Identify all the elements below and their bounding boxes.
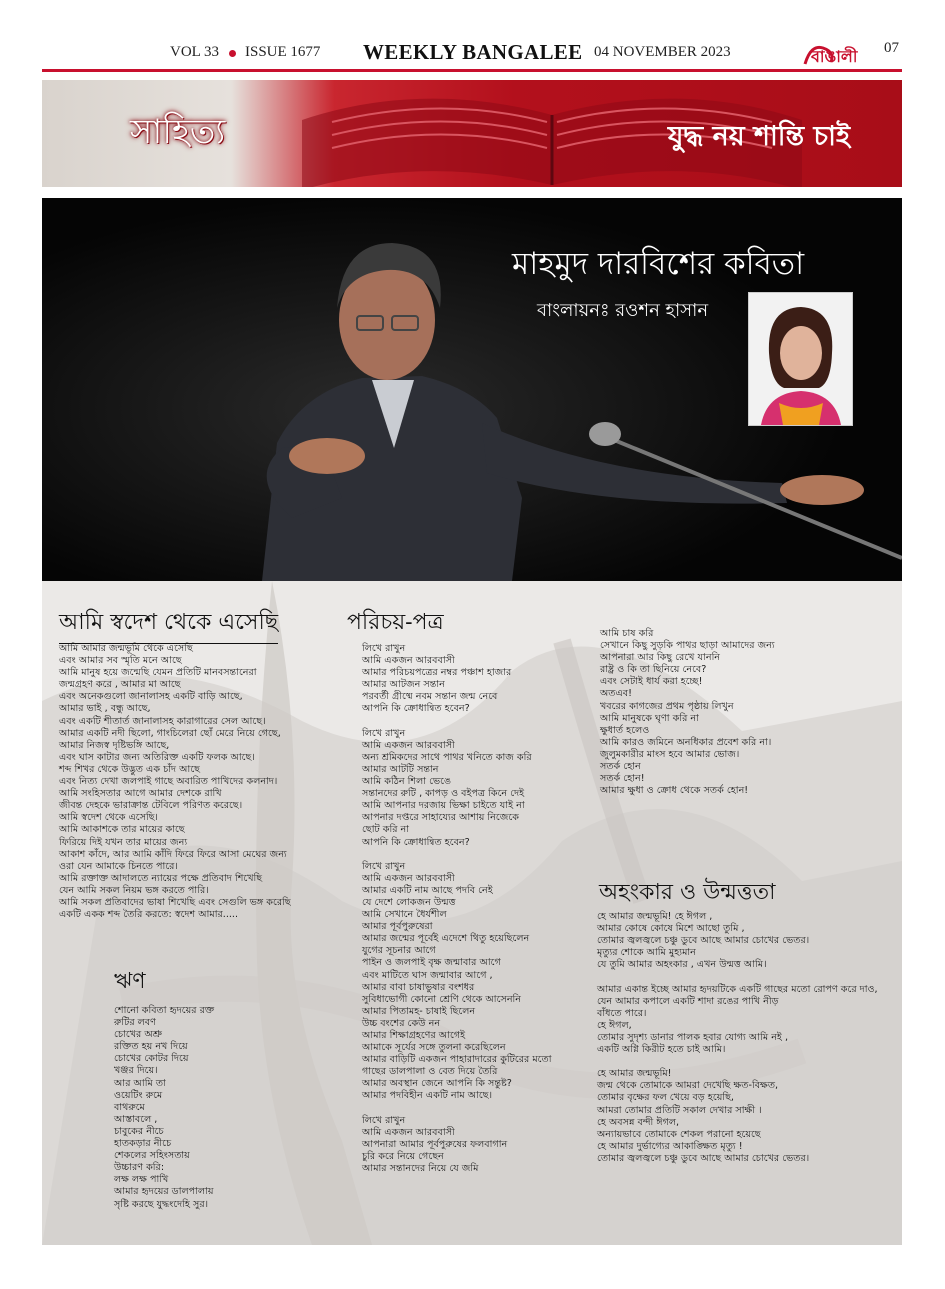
poem-line: চোখের অশ্রু: [114, 1029, 163, 1041]
poem-line: আমার পরিচয়পত্রের নম্বর পঞ্চাশ হাজার: [362, 667, 512, 679]
poem-line: আমি সকল প্রতিবাদের ভাষা শিখেছি এবং সেগুলি ভঙ্গ করেছি: [59, 896, 291, 908]
poem-line: মৃত্যুর শোকে আমি মুহ্যমান: [597, 947, 696, 959]
poem-line: আমি মানুষকে ঘৃণা করি না: [600, 712, 699, 724]
poem-line: হাতকড়ার নীচে: [114, 1138, 172, 1150]
poem-line: তোমার সুদৃশ্য ডানার পালক হবার যোগ্য আমি নই ,: [597, 1031, 789, 1043]
stanza-break: [362, 716, 552, 728]
poem-line: আপনি কি ক্রোধান্বিত হবেন?: [362, 703, 470, 715]
poem-line: উচ্চ বংশের কেউ নন: [362, 1017, 441, 1029]
poem-line: শেকলের সহিংসতায়: [114, 1150, 190, 1162]
poem-line: পরবর্তী গ্রীষ্মে নবম সন্তান জন্ম নেবে: [362, 691, 498, 703]
hero-image: [42, 198, 902, 581]
poem-line: আমি একজন আরববাসী: [362, 739, 455, 751]
page-number: 07: [884, 40, 899, 56]
poem-line: আমার ক্ষুধা ও ক্রোধ থেকে সতর্ক হোন!: [600, 785, 749, 797]
poem-line: আমি আমার জন্মভূমি থেকে এসেছি: [59, 643, 193, 654]
poem-body-identity-card-continued: [600, 628, 775, 797]
poem-line: আমি রক্তাক্ত আদালতে ন্যায়ের পক্ষে প্রতিবাদ শিখেছি: [59, 872, 263, 884]
poem-line: আমি আকাশকে তার মায়ের কাছে: [59, 824, 185, 836]
poem-line: একটি একক শব্দ তৈরি করতে: স্বদেশ আমার.....: [59, 909, 239, 921]
poem-line: এবং আমার সব স্মৃতি মনে আছে: [59, 655, 182, 667]
poem-line: হে আমার দুর্ভাগ্যের আকাঙ্ক্ষিত মৃত্যু !: [597, 1140, 743, 1152]
issue-date: 04 NOVEMBER 2023: [594, 44, 731, 60]
translator-photo: [748, 292, 853, 426]
poem-line: আপনারা আমার পূর্বপুরুষের ফলবাগান: [362, 1138, 508, 1150]
poem-line: আমরা তোমার প্রতিটি সকাল দেখার সাক্ষী ।: [597, 1104, 762, 1116]
poem-line: গাছের ডালপালা ও বেত দিয়ে তৈরি: [362, 1066, 498, 1078]
poem-line: আমার বাড়িটি একজন পাহারাদারের কুটিরের মতো: [362, 1054, 552, 1066]
poem-line: আমি সংহিসতার আগে আমার দেশকে রাখি: [59, 788, 222, 800]
poem-line: সন্তানদের রুটি , কাপড় ও বইপত্র কিনে দেই: [362, 788, 525, 800]
poem-line: জুলুমকারীর মাংস হবে আমার ভোজ।: [600, 748, 740, 760]
poem-line: আমি মানুষ হয়ে জন্মেছি যেমন প্রতিটি মানবসন্তানেরা: [59, 667, 257, 679]
poem-line: সুবিধাভোগী কোনো শ্রেণি থেকে আসেননি: [362, 993, 522, 1005]
poem-line: তোমার জ্বলজ্বলে চঞ্চু ডুবে আছে আমার চোখের ভেতর।: [597, 1152, 810, 1164]
poem-line: যে দেশে লোকজন উন্মত্ত: [362, 896, 456, 908]
poem-line: আমার বাবা চাষাভুষার বংশধর: [362, 981, 475, 993]
poem-line: হে ঈগল,: [597, 1019, 632, 1031]
stanza-break: [362, 1103, 552, 1115]
poem-title-pride-and-fury: অহংকার ও উন্মত্ততা: [599, 880, 776, 905]
poem-line: এবং অনেকগুলো জানালাসহ একটি বাড়ি আছে,: [59, 691, 243, 703]
poem-line: চুরি করে নিয়ে গেছেন: [362, 1150, 444, 1162]
poem-line: আমার একটি নাম আছে পদবি নেই: [362, 884, 493, 896]
poem-line: খবরের কাগজের প্রথম পৃষ্ঠায় লিখুন: [600, 700, 734, 712]
poem-line: চোখের কোটর দিয়ে: [114, 1053, 189, 1065]
poem-title-homeland: আমি স্বদেশ থেকে এসেছি: [59, 605, 278, 644]
poems-section: [42, 581, 902, 1245]
poem-line: আমি একজন আরববাসী: [362, 872, 455, 884]
poem-line: আমার একান্ত ইচ্ছে আমার হৃদয়টিকে একটি গাছের মতো রোপণ করে দাও,: [597, 983, 878, 995]
stanza-break: [362, 849, 552, 861]
poem-line: আমি একজন আরববাসী: [362, 655, 455, 667]
masthead-rule: [42, 69, 902, 72]
poem-line: আমার সন্তানদের নিয়ে যে জমি: [362, 1163, 479, 1175]
poem-line: আমার পূর্বপুরুষেরা: [362, 921, 433, 933]
poem-line: সতর্ক হোন!: [600, 773, 645, 785]
poem-line: একটি অগ্নি কিরীট হতে চাই আমি।: [597, 1044, 726, 1056]
poem-body-homeland: [59, 643, 291, 921]
poem-line: আপনার দপ্তরে সাহায্যের আশায় নিজেকে: [362, 812, 519, 824]
poem-line: শোনো কবিতা হৃদয়ের রক্ত: [114, 1005, 215, 1016]
poem-line: ওরা যেন আমাকে চিনতে পারে।: [59, 860, 178, 872]
poem-line: আমার পদবিহীন একটি নাম আছে।: [362, 1090, 493, 1102]
hero-title: মাহমুদ দারবিশের কবিতা: [512, 246, 805, 282]
poem-line: তোমার জ্বলজ্বলে চঞ্চু ডুবে আছে আমার চোখের ভেতর।: [597, 935, 810, 947]
poem-line: আমি চাষ করি: [600, 628, 654, 639]
poem-line: আমি একজন আরববাসী: [362, 1126, 455, 1138]
newspaper-logo: [801, 40, 873, 68]
poem-line: জন্মগ্রহণ করে , আমার মা আছে: [59, 679, 181, 691]
poem-line: এবং একটি শীতার্ত জানালাসহ কারাগারের সেল আছে।: [59, 715, 266, 727]
poem-line: আস্তাবলে ,: [114, 1113, 158, 1125]
translator-credit: বাংলায়নঃ রওশন হাসান: [537, 300, 709, 321]
poem-line: রাষ্ট্র ও কি তা ছিনিয়ে নেবে?: [600, 664, 707, 676]
poem-line: এবং মাটিতে ঘাস জন্মাবার আগে ,: [362, 969, 493, 981]
poem-line: উচ্চারণ করি:: [114, 1162, 165, 1174]
poem-line: শব্দ শিখর থেকে উদ্ভুত এক চাঁদ আছে: [59, 763, 200, 775]
poem-line: যেন আমি সকল নিয়ম ভঙ্গ করতে পারি।: [59, 884, 209, 896]
poem-line: আর আমি তা: [114, 1077, 166, 1089]
poem-line: আপনি কি ক্রোধান্বিত হবেন?: [362, 836, 470, 848]
poem-line: পাইন ও জলপাই বৃক্ষ জন্মাবার আগে: [362, 957, 501, 969]
poem-line: ফিরিয়ে দিই যখন তার মায়ের জন্য: [59, 836, 188, 848]
poem-line: আকাশ কাঁদে, আর আমি কাঁদি ফিরে ফিরে আসা মেঘের জন্য: [59, 848, 287, 860]
poem-line: অন্য শ্রমিকদের সাথে পাথর খনিতে কাজ করি: [362, 751, 532, 763]
poem-line: আমার ভাই , বন্ধু আছে,: [59, 703, 151, 715]
poem-line: হে আমার জন্মভূমি! হে ঈগল ,: [597, 911, 713, 922]
masthead: [0, 40, 945, 70]
poem-line: যে তুমি আমার অহংকার , এখন উন্মত্ত আমি।: [597, 959, 767, 971]
poem-line: আমার কোষে কোষে মিশে আছো তুমি ,: [597, 923, 745, 935]
poem-line: সতর্ক হোন: [600, 761, 641, 773]
poem-line: হে আমার জন্মভূমি!: [597, 1068, 672, 1080]
poem-line: যেন আমার কপালে একটি শাদা রঙের পাখি নীড়: [597, 995, 779, 1007]
poem-body-identity-card: [362, 643, 552, 1175]
poem-title-debt: ঋণ: [114, 969, 146, 994]
poem-line: জন্ম থেকে তোমাকে আমরা দেখেছি ক্ষত-বিক্ষত,: [597, 1080, 779, 1092]
poem-line: আমি কঠিন শিলা ভেঙে: [362, 776, 452, 788]
poem-line: বাঁধতে পারে।: [597, 1007, 647, 1019]
poem-title-identity-card: পরিচয়-পত্র: [347, 610, 444, 635]
poem-line: ক্ষুধার্ত হলেও: [600, 724, 650, 736]
poem-line: তোমার বৃক্ষের ফল খেয়ে বড় হয়েছি,: [597, 1092, 734, 1104]
poem-line: লিখে রাখুন: [362, 1114, 406, 1126]
poem-line: আমাকে সূর্যের সঙ্গে তুলনা করেছিলেন: [362, 1042, 506, 1054]
poem-line: এবং নিত্য দেখা জলপাই গাছে অবারিত পাখিদের কলনাদ।: [59, 776, 278, 788]
poem-line: অন্যায়ভাবে তোমাকে শেকল পরানো হয়েছে: [597, 1128, 761, 1140]
poem-line: আমি আপনার দরজায় ভিক্ষা চাইতে যাই না: [362, 800, 525, 812]
newspaper-title: WEEKLY BANGALEE: [363, 40, 583, 64]
poem-line: ওয়েটিং রুমে: [114, 1089, 163, 1101]
poem-line: হে অবসন্ন বন্দী ঈগল,: [597, 1116, 680, 1128]
poem-line: খঞ্জর দিয়ে।: [114, 1065, 158, 1077]
stanza-break: [597, 971, 878, 983]
poem-line: আমি সেখানে ধৈর্যশীল: [362, 909, 447, 921]
poem-line: আমার একটি নদী ছিলো, গাংচিলেরা ছোঁ মেরে নিয়ে গেছে,: [59, 727, 281, 739]
poem-line: আপনারা আর কিছু রেখে যাননি: [600, 652, 721, 664]
issue-number: ISSUE 1677: [245, 44, 321, 60]
section-banner: [42, 80, 902, 187]
volume-number: VOL 33: [170, 44, 220, 60]
poem-line: এবং সেটাই ধার্য করা হচ্ছে!: [600, 676, 703, 688]
poem-line: আমার হৃদয়ের ডালপালায়: [114, 1186, 214, 1198]
poem-body-debt: [114, 1005, 214, 1211]
poem-line: রক্তিত হয় নখ দিয়ে: [114, 1041, 188, 1053]
poem-line: জীবন্ত দেহকে ভারাক্রান্ত টেবিলে পরিণত করেছে।: [59, 800, 243, 812]
poem-line: লিখে রাখুন: [362, 643, 406, 654]
poem-line: ছোট করি না: [362, 824, 410, 836]
stanza-break: [597, 1056, 878, 1068]
poem-line: আমার আটজন সন্তান: [362, 679, 445, 691]
poem-line: সৃষ্টি করছে যুদ্ধংদেহি সুর।: [114, 1198, 209, 1210]
poem-line: আমি স্বদেশ থেকে এসেছি।: [59, 812, 158, 824]
poem-line: এবং ঘাস কাটার জন্য অতিরিক্ত একটি ফলক আছে।: [59, 751, 255, 763]
poem-line: লিখে রাখুন: [362, 860, 406, 872]
poem-line: অতএব!: [600, 688, 632, 700]
poem-line: চাবুকের নীচে: [114, 1125, 164, 1137]
poem-line: আমি কারও জমিনে অনধিকার প্রবেশ করি না।: [600, 736, 772, 748]
poem-line: লক্ষ লক্ষ পাখি: [114, 1174, 169, 1186]
poem-body-pride-and-fury: [597, 911, 878, 1165]
separator-dot: [229, 50, 236, 57]
poem-line: আমার শিক্ষাগ্রহণের আগেই: [362, 1030, 466, 1041]
section-label: সাহিত্য: [130, 112, 226, 152]
poem-line: লিখে রাখুন: [362, 727, 406, 739]
poem-line: সেখানে কিছু সুড়কি পাথর ছাড়া আমাদের জন্য: [600, 640, 775, 652]
poem-line: আমার আটটি সন্তান: [362, 763, 439, 775]
section-title: যুদ্ধ নয় শান্তি চাই: [667, 121, 850, 152]
poem-line: যুগের সূচনার আগে: [362, 945, 436, 957]
poem-line: আমার অবস্থান জেনে আপনি কি সন্তুষ্ট?: [362, 1078, 512, 1090]
poem-line: রুটির লবণ: [114, 1017, 156, 1029]
poem-line: বাথরুমে: [114, 1101, 145, 1113]
poem-line: আমার জন্মের পূর্বেই এদেশে থিতু হয়েছিলেন: [362, 933, 530, 945]
logo-text: বাঙালী: [811, 47, 858, 66]
poem-line: আমার নিজস্ব দৃষ্টিভঙ্গি আছে,: [59, 739, 170, 751]
poem-line: আমার পিতামহ- চাষাই ছিলেন: [362, 1005, 476, 1017]
